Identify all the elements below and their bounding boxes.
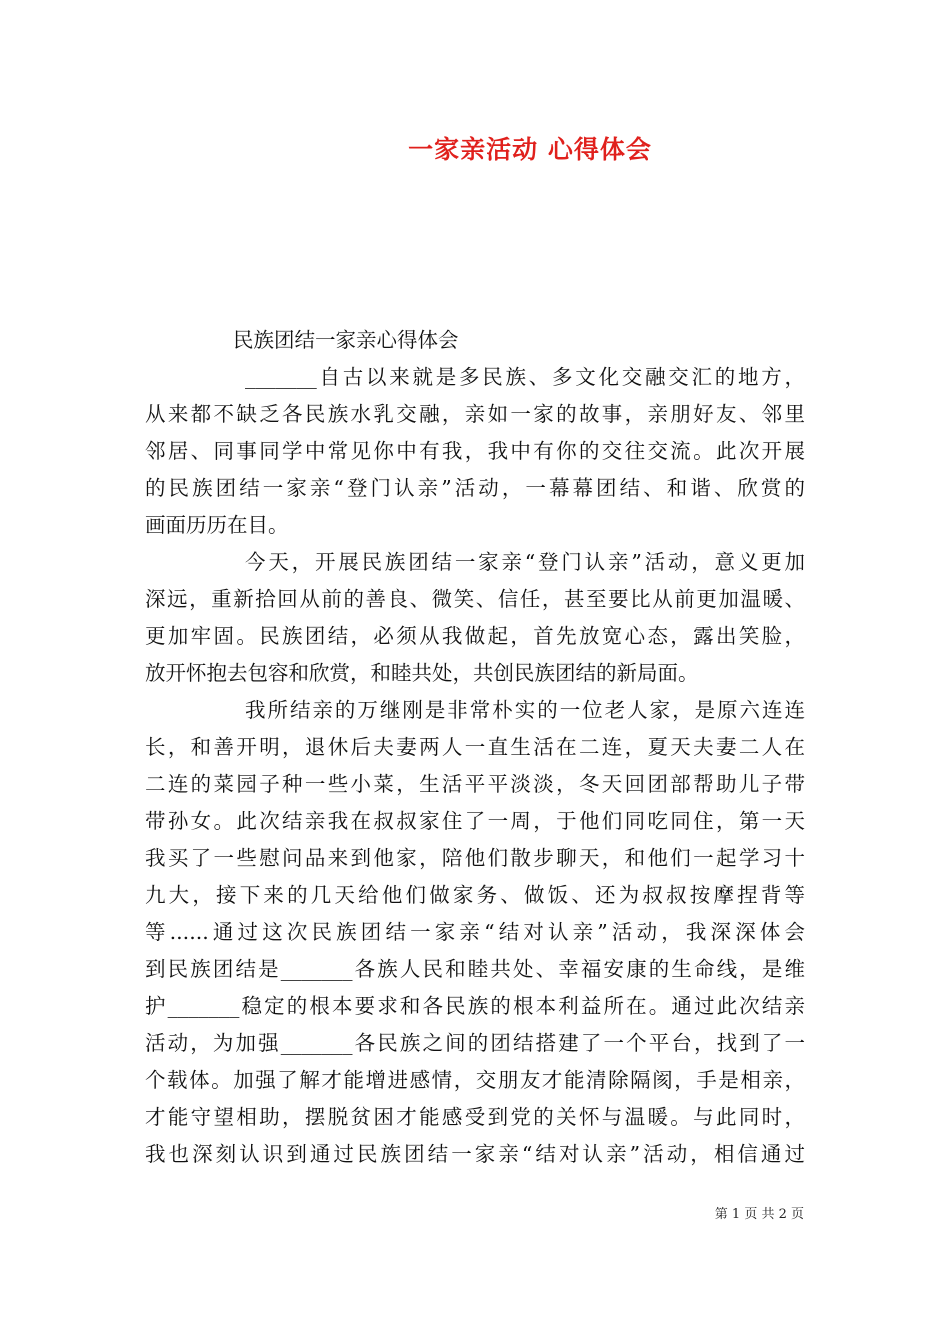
- body-text-line: 我所结亲的万继刚是非常朴实的一位老人家，是原六连连: [245, 698, 805, 722]
- body-text-line: 到民族团结是_______各族人民和睦共处、幸福安康的生命线，是维: [145, 957, 805, 981]
- body-text-line: 我买了一些慰问品来到他家，陪他们散步聊天，和他们一起学习十: [145, 846, 805, 870]
- document-title: 一家亲活动 心得体会: [408, 135, 652, 164]
- body-text-line: 带孙女。此次结亲我在叔叔家住了一周，于他们同吃同住，第一天: [145, 809, 805, 833]
- body-text-line: 活动，为加强_______各民族之间的团结搭建了一个平台，找到了一: [145, 1031, 805, 1055]
- body-text-line: 的民族团结一家亲“登门认亲”活动，一幕幕团结、和谐、欣赏的: [145, 476, 805, 500]
- body-text-line: 画面历历在目。: [145, 513, 289, 537]
- body-text-line: 更加牢固。民族团结，必须从我做起，首先放宽心态，露出笑脸，: [145, 624, 805, 648]
- body-text-line: 二连的菜园子种一些小菜，生活平平淡淡，冬天回团部帮助儿子带: [145, 772, 805, 796]
- body-text-line: 才能守望相助，摆脱贫困才能感受到党的关怀与温暖。与此同时，: [145, 1105, 805, 1129]
- body-text-line: 九大，接下来的几天给他们做家务、做饭、还为叔叔按摩捏背等: [145, 883, 805, 907]
- body-text-line: 我也深刻认识到通过民族团结一家亲“结对认亲”活动，相信通过: [145, 1142, 805, 1166]
- body-text-line: 放开怀抱去包容和欣赏，和睦共处，共创民族团结的新局面。: [145, 661, 699, 685]
- body-text-line: 长，和善开明，退休后夫妻两人一直生活在二连，夏天夫妻二人在: [145, 735, 805, 759]
- body-text-line: 邻居、同事同学中常见你中有我，我中有你的交往交流。此次开展: [145, 439, 805, 463]
- document-body: [145, 322, 805, 1173]
- body-text-line: 今天，开展民族团结一家亲“登门认亲”活动，意义更加: [245, 550, 805, 574]
- body-text-line: 深远，重新拾回从前的善良、微笑、信任，甚至要比从前更加温暖、: [145, 587, 805, 611]
- body-text-line: 等......通过这次民族团结一家亲“结对认亲”活动，我深深体会: [145, 920, 805, 944]
- body-text-line: 个载体。加强了解才能增进感情，交朋友才能清除隔阂，手是相亲，: [145, 1068, 805, 1092]
- body-text-line: 护_______稳定的根本要求和各民族的根本利益所在。通过此次结亲: [145, 994, 805, 1018]
- page-number: 第 1 页 共 2 页: [714, 1207, 804, 1222]
- section-heading: 民族团结一家亲心得体会: [233, 328, 459, 352]
- body-text-line: 从来都不缺乏各民族水乳交融，亲如一家的故事，亲朋好友、邻里: [145, 402, 805, 426]
- body-text-line: _______自古以来就是多民族、多文化交融交汇的地方，: [245, 365, 805, 389]
